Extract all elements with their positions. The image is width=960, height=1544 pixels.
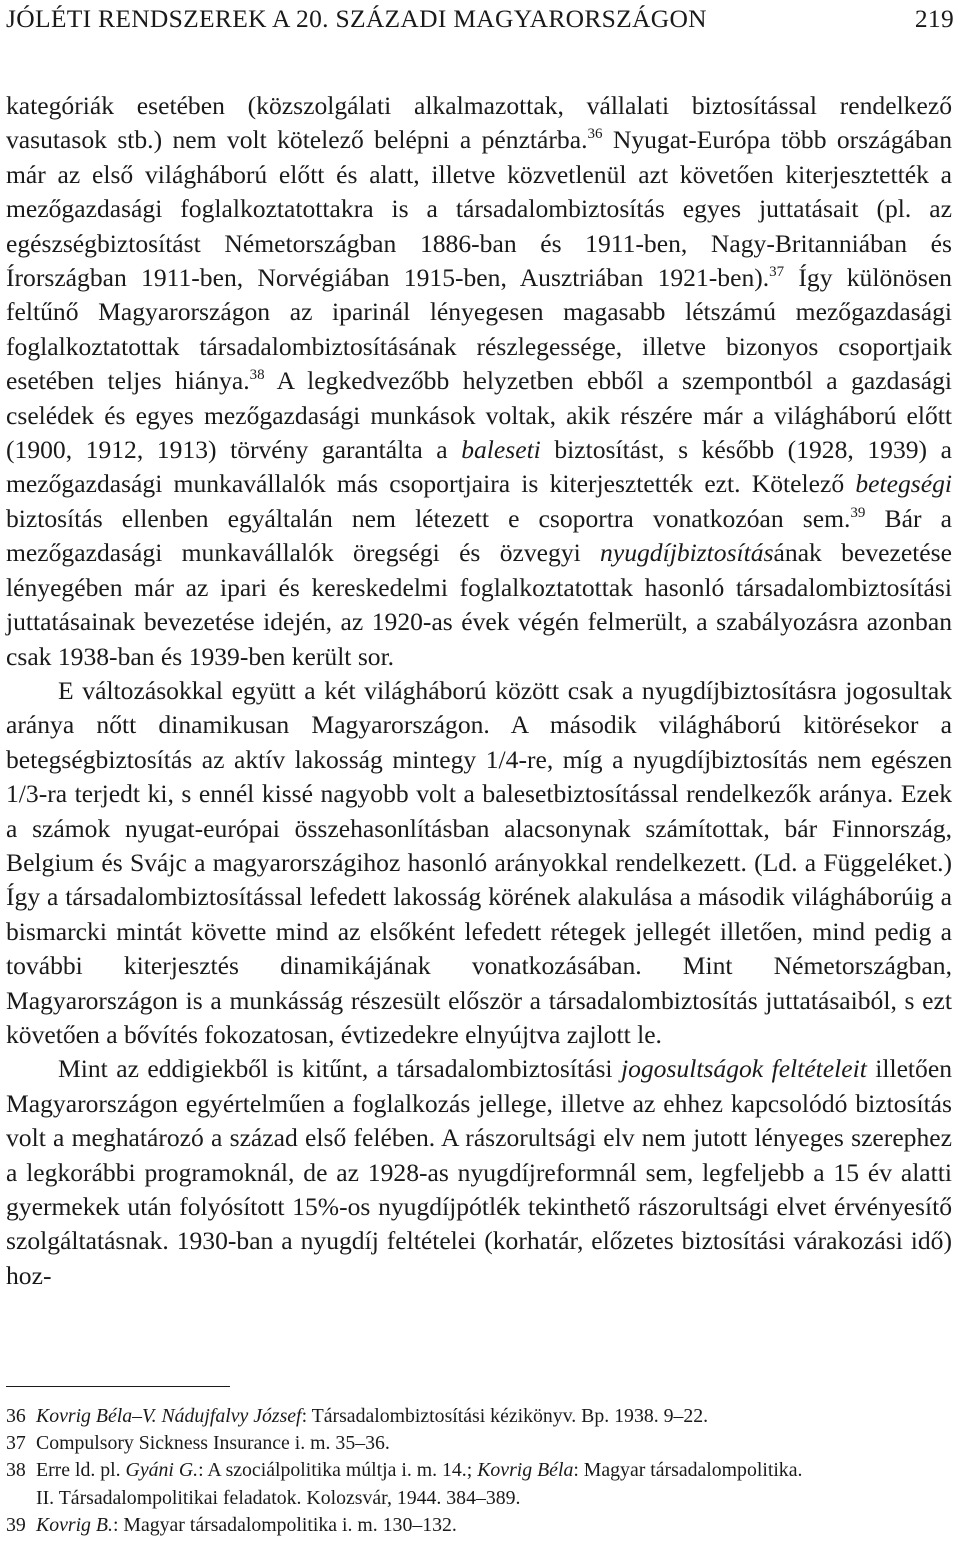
text-run: illetően Magyarországon egyértelműen a foglalkozás jellege, illetve az ehhez kapcsolódó biztosítás volt a meghatározó a század első felében. A rászorultsági elv nem jutott lényeges szerephez a legkorábbi programoknál, de az 1928-as nyugdíjreformnál sem, legfeljebb a 15 év alatti gyermekek után folyósított 15%-os nyugdíjpótlék tekinthető rászorultsági elvet érvényesítő szolgáltatásnak. 1930-ban a nyugdíj feltételei (korhatár, előzetes biztosítási várakozási idő) hoz- <box>6 1054 952 1290</box>
text-run: Mint az eddigiekből is kitűnt, a társadalombiztosítási <box>58 1054 621 1084</box>
text-run: A legkedvezőbb helyzetben ebből a szempontból a gazdasági cselédek és egyes mezőgazdasági munkások voltak, akik részére már a világháború előtt (1900, 1912, 1913) törvény garantálta a <box>6 366 952 465</box>
footnote-39 <box>6 1512 952 1539</box>
footnote-text: : A szociálpolitika múltja i. m. 14.; <box>198 1459 478 1482</box>
text-run: kategóriák esetében (közszolgálati alkalmazottak, vállalati biztosítással rendelkező vasutasok stb.) nem volt kötelező belépni a pénztárba. <box>6 91 952 155</box>
text-run: Így különösen feltűnő Magyarországon az iparinál lényegesen magasabb létszámú mezőgazdasági foglalkoztatottak társadalombiztosításának részlegessége, illetve bizonyos csoportjaik esetében teljes hiánya. <box>6 263 952 396</box>
footnote-continuation: II. Társadalompolitikai feladatok. Kolozsvár, 1944. 384–389. <box>36 1486 521 1509</box>
italic-term: baleseti <box>461 435 541 465</box>
footnote-ref-39[interactable]: 39 <box>850 504 866 521</box>
text-run: ának bevezetése lényegében már az ipari és kereskedelmi foglalkoztatottak hasonló társadalombiztosítási juttatásainak bevezetése idején, az 1920-as évek végén felmerült, a szabályozásra azonban csak 1938-ban és 1939-ben került sor. <box>6 538 952 671</box>
footnote-number: 36 <box>6 1405 26 1427</box>
footnote-author: Kovrig Béla–V. Nádujfalvy József <box>36 1405 302 1427</box>
italic-term: jogosultságok feltételeit <box>620 1054 867 1084</box>
paragraph-1 <box>6 89 952 674</box>
footnote-text: : Magyar társadalompolitika. <box>573 1459 803 1482</box>
footnote-number: 37 <box>6 1432 26 1455</box>
footnote-text: Compulsory Sickness Insurance i. m. 35–36. <box>36 1432 390 1455</box>
footnote-text: Erre ld. pl. <box>36 1459 126 1482</box>
running-header <box>6 4 954 38</box>
body-text <box>6 89 952 1293</box>
footnote-number: 38 <box>6 1459 26 1482</box>
running-head-title: JÓLÉTI RENDSZEREK A 20. SZÁZADI MAGYARORSZÁGON <box>6 4 707 33</box>
footnote-author: Kovrig B. <box>36 1513 113 1536</box>
footnote-ref-36[interactable]: 36 <box>587 126 603 143</box>
footnote-author: Gyáni G. <box>125 1459 199 1482</box>
footnote-ref-37[interactable]: 37 <box>769 264 785 281</box>
footnote-37 <box>6 1430 952 1457</box>
footnote-text: : Magyar társadalompolitika i. m. 130–132. <box>112 1513 457 1536</box>
footnote-number: 39 <box>6 1513 26 1536</box>
italic-term: betegségi <box>855 469 952 499</box>
paragraph-2: E változásokkal együtt a két világháború között csak a nyugdíjbiztosításra jogosultak aránya nőtt dinamikusan Magyarországon. A második világháború kitörésekor a betegségbiztosítás az aktív lakosság mintegy 1/4-re, míg a nyugdíjbiztosítás nem egészen 1/3-ra terjedt ki, s ennél kissé nagyobb volt a balesetbiztosítással rendelkezők aránya. Ezek a számok nyugat-európai összehasonlításban alacsonynak számítottak, bár Finnország, Belgium és Svájc a magyarországihoz hasonló arányokkal rendelkezett. (Ld. a Függeléket.) Így a társadalombiztosítással lefedett lakosság körének alakulása a második világháborúig a bismarcki mintát követte mind az elsőként lefedett rétegek jellegét illetően, mind pedig a további kiterjesztés dinamikájának vonatkozásában. Mint Németországban, Magyarországon is a munkásság részesült először a társadalombiztosítás juttatásaiból, s ezt követően a bővítés fokozatosan, évtizedekre elnyújtva zajlott le. <box>6 675 952 1049</box>
italic-term: nyugdíjbiztosítás <box>600 538 774 568</box>
paragraph-3 <box>6 1052 952 1293</box>
footnote-author: Kovrig Béla <box>477 1459 574 1482</box>
footnote-divider <box>6 1386 230 1387</box>
text-run: biztosítást, s később (1928, 1939) a mezőgazdasági munkavállalók más csoportjaira is kiterjesztették ezt. Kötelező <box>6 435 952 499</box>
footnote-ref-38[interactable]: 38 <box>249 367 265 384</box>
text-run: Nyugat-Európa több országában már az első világháború előtt és alatt, illetve közvetlenül azt követően kiterjesztették a mezőgazdasági foglalkoztatottakra is a társadalombiztosítás egyes juttatásait (pl. az egészségbiztosítást Németországban 1886-ban és 1911-ben, Nagy-Britanniában és Írországban 1911-ben, Norvégiában 1915-ben, Ausztriában 1921-ben). <box>6 125 952 293</box>
text-run: biztosítás ellenben egyáltalán nem létezett e csoportra vonatkozóan sem. <box>6 503 851 533</box>
footnote-36 <box>6 1403 952 1430</box>
page-number: 219 <box>914 4 954 33</box>
footnote-38 <box>6 1457 952 1511</box>
footnote-text: : Társadalombiztosítási kézikönyv. Bp. 1938. 9–22. <box>301 1405 709 1427</box>
text-run: Bár a mezőgazdasági munkavállalók öregségi és özvegyi <box>6 503 952 568</box>
footnotes <box>6 1403 952 1539</box>
